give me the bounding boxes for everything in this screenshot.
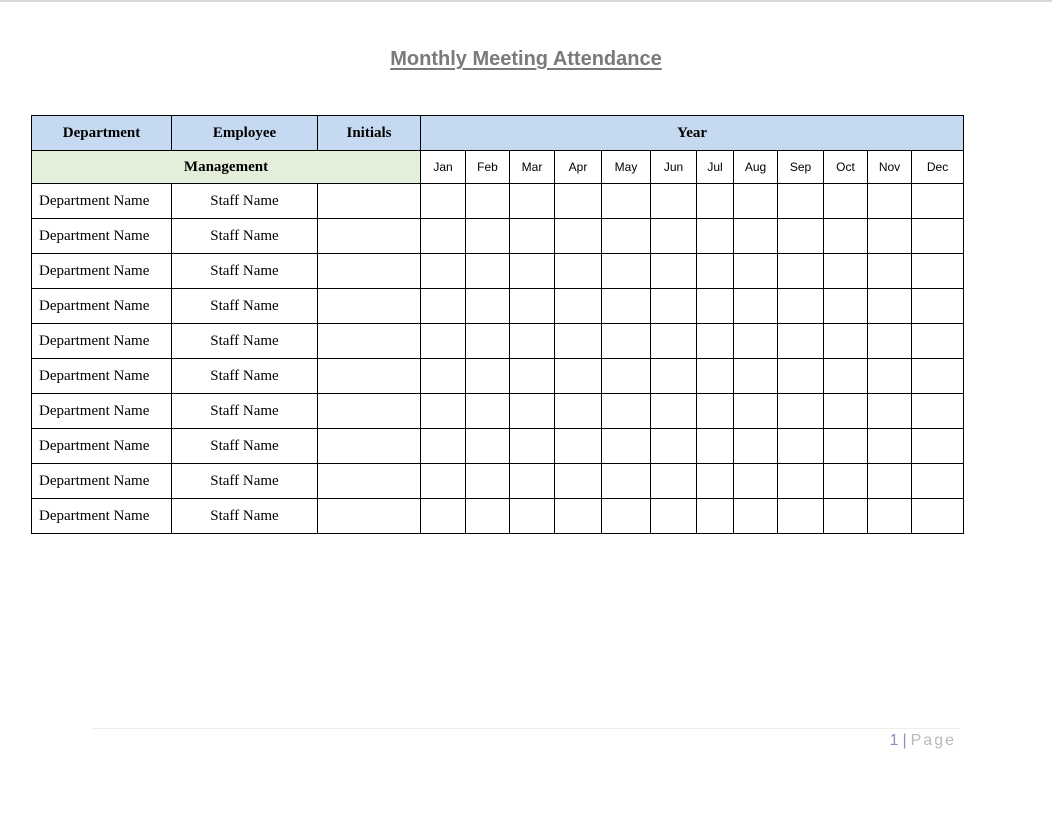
attendance-cell-mar <box>510 429 555 464</box>
attendance-cell-jun <box>651 289 697 324</box>
attendance-cell-jan <box>421 289 466 324</box>
page-number-value: 1 <box>889 732 901 749</box>
month-header-jan: Jan <box>421 151 466 184</box>
attendance-cell-feb <box>466 429 510 464</box>
attendance-cell-may <box>602 429 651 464</box>
attendance-cell-oct <box>824 184 868 219</box>
department-cell: Department Name <box>32 289 172 324</box>
attendance-cell-may <box>602 499 651 534</box>
attendance-cell-jun <box>651 219 697 254</box>
attendance-cell-jun <box>651 359 697 394</box>
attendance-cell-jan <box>421 394 466 429</box>
employee-cell: Staff Name <box>172 254 318 289</box>
attendance-cell-sep <box>778 219 824 254</box>
attendance-cell-apr <box>555 254 602 289</box>
attendance-cell-jul <box>697 429 734 464</box>
attendance-cell-feb <box>466 464 510 499</box>
attendance-cell-mar <box>510 324 555 359</box>
attendance-cell-jun <box>651 324 697 359</box>
attendance-cell-feb <box>466 359 510 394</box>
attendance-cell-jul <box>697 219 734 254</box>
month-header-feb: Feb <box>466 151 510 184</box>
attendance-cell-feb <box>466 499 510 534</box>
attendance-cell-jan <box>421 359 466 394</box>
attendance-cell-sep <box>778 464 824 499</box>
initials-cell <box>318 324 421 359</box>
employee-cell: Staff Name <box>172 324 318 359</box>
initials-cell <box>318 359 421 394</box>
table-row <box>32 429 964 464</box>
attendance-cell-may <box>602 464 651 499</box>
attendance-cell-feb <box>466 289 510 324</box>
attendance-cell-feb <box>466 254 510 289</box>
table-row <box>32 289 964 324</box>
group-row <box>32 151 964 184</box>
attendance-cell-nov <box>868 254 912 289</box>
page-top-rule <box>0 0 1052 2</box>
attendance-cell-apr <box>555 219 602 254</box>
initials-cell <box>318 289 421 324</box>
attendance-cell-nov <box>868 359 912 394</box>
month-header-jun: Jun <box>651 151 697 184</box>
employee-cell: Staff Name <box>172 429 318 464</box>
attendance-cell-oct <box>824 324 868 359</box>
initials-cell <box>318 464 421 499</box>
attendance-cell-jun <box>651 429 697 464</box>
attendance-cell-nov <box>868 464 912 499</box>
month-header-oct: Oct <box>824 151 868 184</box>
attendance-cell-aug <box>734 324 778 359</box>
attendance-cell-oct <box>824 359 868 394</box>
month-header-aug: Aug <box>734 151 778 184</box>
employee-cell: Staff Name <box>172 184 318 219</box>
attendance-cell-nov <box>868 219 912 254</box>
attendance-cell-apr <box>555 324 602 359</box>
attendance-cell-may <box>602 184 651 219</box>
initials-cell <box>318 219 421 254</box>
attendance-cell-feb <box>466 184 510 219</box>
attendance-cell-jul <box>697 359 734 394</box>
attendance-cell-aug <box>734 499 778 534</box>
attendance-cell-sep <box>778 429 824 464</box>
month-header-apr: Apr <box>555 151 602 184</box>
month-header-mar: Mar <box>510 151 555 184</box>
department-cell: Department Name <box>32 429 172 464</box>
attendance-cell-oct <box>824 289 868 324</box>
attendance-cell-may <box>602 219 651 254</box>
attendance-cell-dec <box>912 324 964 359</box>
employee-cell: Staff Name <box>172 499 318 534</box>
department-cell: Department Name <box>32 394 172 429</box>
attendance-cell-jun <box>651 499 697 534</box>
attendance-cell-sep <box>778 499 824 534</box>
employee-cell: Staff Name <box>172 359 318 394</box>
attendance-cell-jan <box>421 254 466 289</box>
initials-cell <box>318 499 421 534</box>
attendance-cell-mar <box>510 394 555 429</box>
month-header-dec: Dec <box>912 151 964 184</box>
attendance-cell-aug <box>734 289 778 324</box>
table-row <box>32 464 964 499</box>
table-row <box>32 254 964 289</box>
attendance-cell-apr <box>555 184 602 219</box>
attendance-cell-mar <box>510 464 555 499</box>
attendance-cell-nov <box>868 289 912 324</box>
initials-cell <box>318 184 421 219</box>
attendance-cell-mar <box>510 184 555 219</box>
attendance-cell-sep <box>778 184 824 219</box>
attendance-cell-jun <box>651 394 697 429</box>
attendance-cell-oct <box>824 219 868 254</box>
group-label: Management <box>32 151 421 184</box>
page-word: Page <box>910 732 956 749</box>
attendance-cell-jan <box>421 184 466 219</box>
employee-cell: Staff Name <box>172 464 318 499</box>
employee-cell: Staff Name <box>172 394 318 429</box>
attendance-cell-apr <box>555 499 602 534</box>
attendance-cell-nov <box>868 324 912 359</box>
table-row <box>32 324 964 359</box>
department-cell: Department Name <box>32 254 172 289</box>
attendance-cell-dec <box>912 429 964 464</box>
document-title: Monthly Meeting Attendance <box>390 48 662 70</box>
attendance-cell-feb <box>466 324 510 359</box>
header-department: Department <box>32 116 172 151</box>
attendance-cell-may <box>602 324 651 359</box>
attendance-cell-aug <box>734 464 778 499</box>
department-cell: Department Name <box>32 499 172 534</box>
attendance-cell-apr <box>555 289 602 324</box>
table-row <box>32 184 964 219</box>
month-header-jul: Jul <box>697 151 734 184</box>
attendance-cell-mar <box>510 254 555 289</box>
attendance-cell-jan <box>421 429 466 464</box>
table-row <box>32 394 964 429</box>
month-header-may: May <box>602 151 651 184</box>
attendance-cell-mar <box>510 289 555 324</box>
employee-cell: Staff Name <box>172 289 318 324</box>
initials-cell <box>318 254 421 289</box>
attendance-cell-oct <box>824 464 868 499</box>
attendance-cell-mar <box>510 359 555 394</box>
attendance-cell-jan <box>421 464 466 499</box>
department-cell: Department Name <box>32 359 172 394</box>
attendance-cell-jun <box>651 254 697 289</box>
header-row <box>32 116 964 151</box>
header-employee: Employee <box>172 116 318 151</box>
attendance-cell-apr <box>555 464 602 499</box>
attendance-table <box>31 115 964 534</box>
attendance-cell-aug <box>734 394 778 429</box>
attendance-cell-dec <box>912 184 964 219</box>
attendance-cell-aug <box>734 254 778 289</box>
department-cell: Department Name <box>32 184 172 219</box>
attendance-cell-sep <box>778 324 824 359</box>
attendance-cell-apr <box>555 394 602 429</box>
attendance-cell-jul <box>697 254 734 289</box>
attendance-cell-oct <box>824 429 868 464</box>
attendance-cell-sep <box>778 359 824 394</box>
attendance-cell-jan <box>421 219 466 254</box>
attendance-cell-jul <box>697 289 734 324</box>
attendance-cell-sep <box>778 254 824 289</box>
attendance-cell-jun <box>651 184 697 219</box>
attendance-cell-dec <box>912 464 964 499</box>
page-number-separator: | <box>902 732 909 749</box>
attendance-cell-mar <box>510 499 555 534</box>
employee-cell: Staff Name <box>172 219 318 254</box>
department-cell: Department Name <box>32 324 172 359</box>
attendance-cell-jul <box>697 394 734 429</box>
attendance-cell-nov <box>868 184 912 219</box>
department-cell: Department Name <box>32 464 172 499</box>
attendance-cell-oct <box>824 394 868 429</box>
attendance-cell-jan <box>421 499 466 534</box>
attendance-cell-jul <box>697 464 734 499</box>
attendance-cell-jul <box>697 499 734 534</box>
attendance-cell-sep <box>778 289 824 324</box>
attendance-cell-oct <box>824 499 868 534</box>
attendance-cell-jul <box>697 324 734 359</box>
month-header-nov: Nov <box>868 151 912 184</box>
attendance-cell-dec <box>912 289 964 324</box>
attendance-cell-dec <box>912 394 964 429</box>
department-cell: Department Name <box>32 219 172 254</box>
attendance-cell-nov <box>868 429 912 464</box>
initials-cell <box>318 394 421 429</box>
attendance-cell-jun <box>651 464 697 499</box>
attendance-cell-dec <box>912 219 964 254</box>
header-year: Year <box>421 116 964 151</box>
attendance-cell-may <box>602 359 651 394</box>
attendance-cell-jul <box>697 184 734 219</box>
attendance-cell-sep <box>778 394 824 429</box>
attendance-cell-may <box>602 289 651 324</box>
attendance-cell-dec <box>912 499 964 534</box>
attendance-cell-dec <box>912 359 964 394</box>
attendance-cell-oct <box>824 254 868 289</box>
header-initials: Initials <box>318 116 421 151</box>
attendance-cell-apr <box>555 359 602 394</box>
attendance-cell-jan <box>421 324 466 359</box>
attendance-cell-aug <box>734 359 778 394</box>
attendance-cell-aug <box>734 429 778 464</box>
attendance-cell-may <box>602 394 651 429</box>
month-header-sep: Sep <box>778 151 824 184</box>
attendance-cell-feb <box>466 219 510 254</box>
attendance-cell-aug <box>734 219 778 254</box>
attendance-cell-feb <box>466 394 510 429</box>
page-number <box>890 732 956 750</box>
attendance-cell-nov <box>868 394 912 429</box>
table-row <box>32 499 964 534</box>
attendance-cell-aug <box>734 184 778 219</box>
attendance-cell-may <box>602 254 651 289</box>
attendance-cell-apr <box>555 429 602 464</box>
attendance-cell-mar <box>510 219 555 254</box>
attendance-cell-nov <box>868 499 912 534</box>
initials-cell <box>318 429 421 464</box>
table-row <box>32 219 964 254</box>
attendance-cell-dec <box>912 254 964 289</box>
table-row <box>32 359 964 394</box>
footer-rule <box>92 728 960 729</box>
